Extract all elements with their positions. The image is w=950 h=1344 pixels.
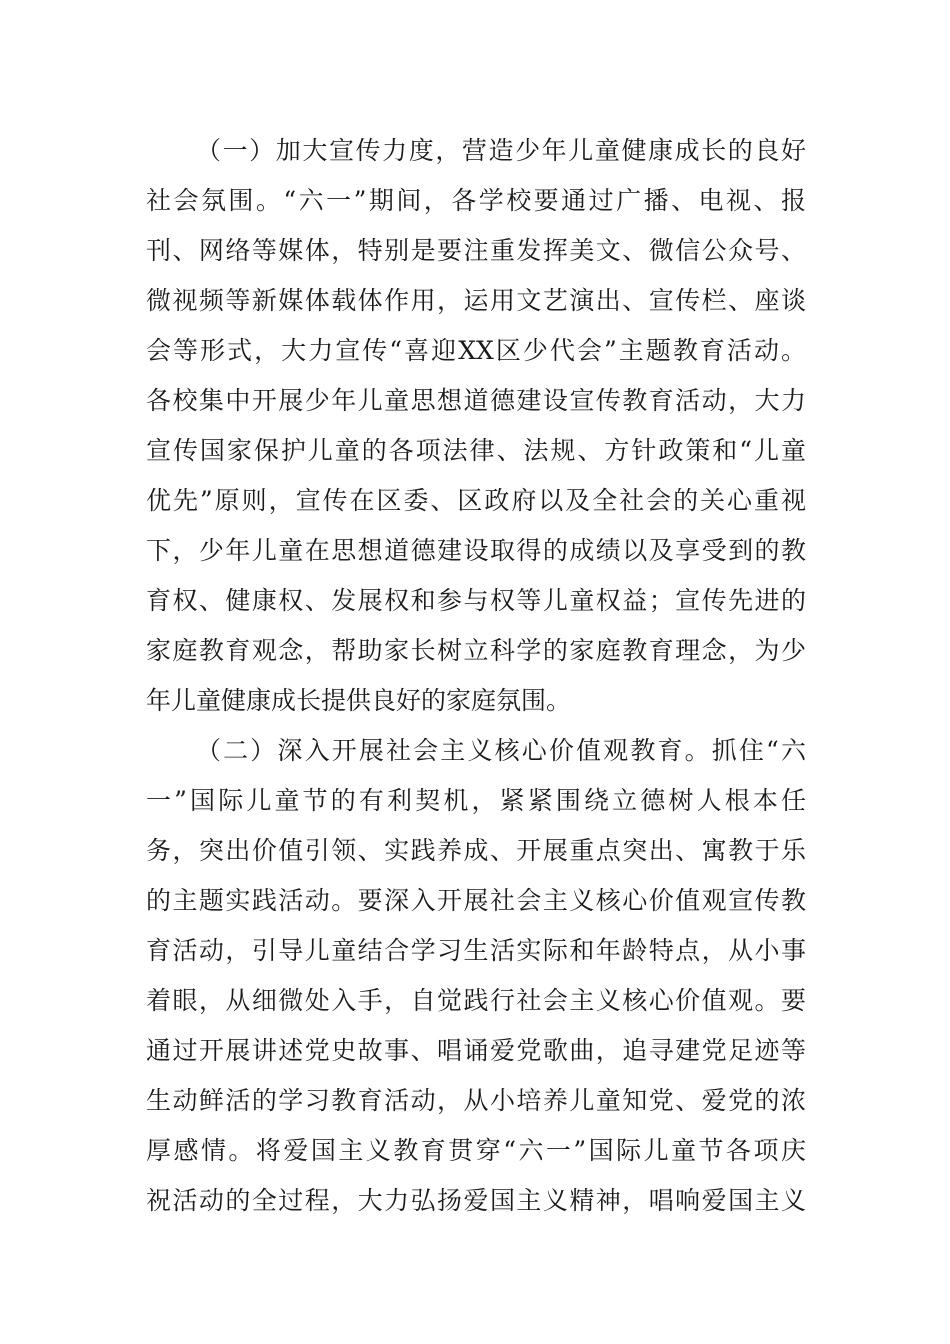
text-line: 各校集中开展少年儿童思想道德建设宣传教育活动，大力 bbox=[146, 386, 806, 415]
text-line: （二）深入开展社会主义核心价值观教育。抓住“六 bbox=[196, 736, 806, 765]
text-line: 社会氛围。“六一”期间，各学校要通过广播、电视、报 bbox=[146, 186, 806, 215]
text-line: 微视频等新媒体载体作用，运用文艺演出、宣传栏、座谈 bbox=[146, 286, 806, 315]
text-line: 优先”原则，宣传在区委、区政府以及全社会的关心重视 bbox=[146, 486, 806, 515]
text-line: 家庭教育观念，帮助家长树立科学的家庭教育理念，为少 bbox=[146, 636, 806, 665]
text-line: 厚感情。将爱国主义教育贯穿“六一”国际儿童节各项庆 bbox=[146, 1136, 806, 1165]
text-line: 一”国际儿童节的有利契机，紧紧围绕立德树人根本任 bbox=[146, 786, 806, 815]
text-line: （一）加大宣传力度，营造少年儿童健康成长的良好 bbox=[196, 136, 806, 165]
text-line: 育权、健康权、发展权和参与权等儿童权益；宣传先进的 bbox=[146, 586, 806, 615]
text-line: 的主题实践活动。要深入开展社会主义核心价值观宣传教 bbox=[146, 886, 806, 915]
text-line: 着眼，从细微处入手，自觉践行社会主义核心价值观。要 bbox=[146, 986, 806, 1015]
text-line: 生动鲜活的学习教育活动，从小培养儿童知党、爱党的浓 bbox=[146, 1086, 806, 1115]
text-line: 祝活动的全过程，大力弘扬爱国主义精神，唱响爱国主义 bbox=[146, 1186, 806, 1215]
text-line: 刊、网络等媒体，特别是要注重发挥美文、微信公众号、 bbox=[146, 236, 806, 265]
text-line: 年儿童健康成长提供良好的家庭氛围。 bbox=[146, 686, 572, 715]
text-line: 会等形式，大力宣传“喜迎XX区少代会”主题教育活动。 bbox=[146, 336, 806, 365]
text-line: 下，少年儿童在思想道德建设取得的成绩以及享受到的教 bbox=[146, 536, 806, 565]
text-line: 通过开展讲述党史故事、唱诵爱党歌曲，追寻建党足迹等 bbox=[146, 1036, 806, 1065]
text-line: 育活动，引导儿童结合学习生活实际和年龄特点，从小事 bbox=[146, 936, 806, 965]
text-line: 务，突出价值引领、实践养成、开展重点突出、寓教于乐 bbox=[146, 836, 806, 865]
text-line: 宣传国家保护儿童的各项法律、法规、方针政策和“儿童 bbox=[146, 436, 806, 465]
